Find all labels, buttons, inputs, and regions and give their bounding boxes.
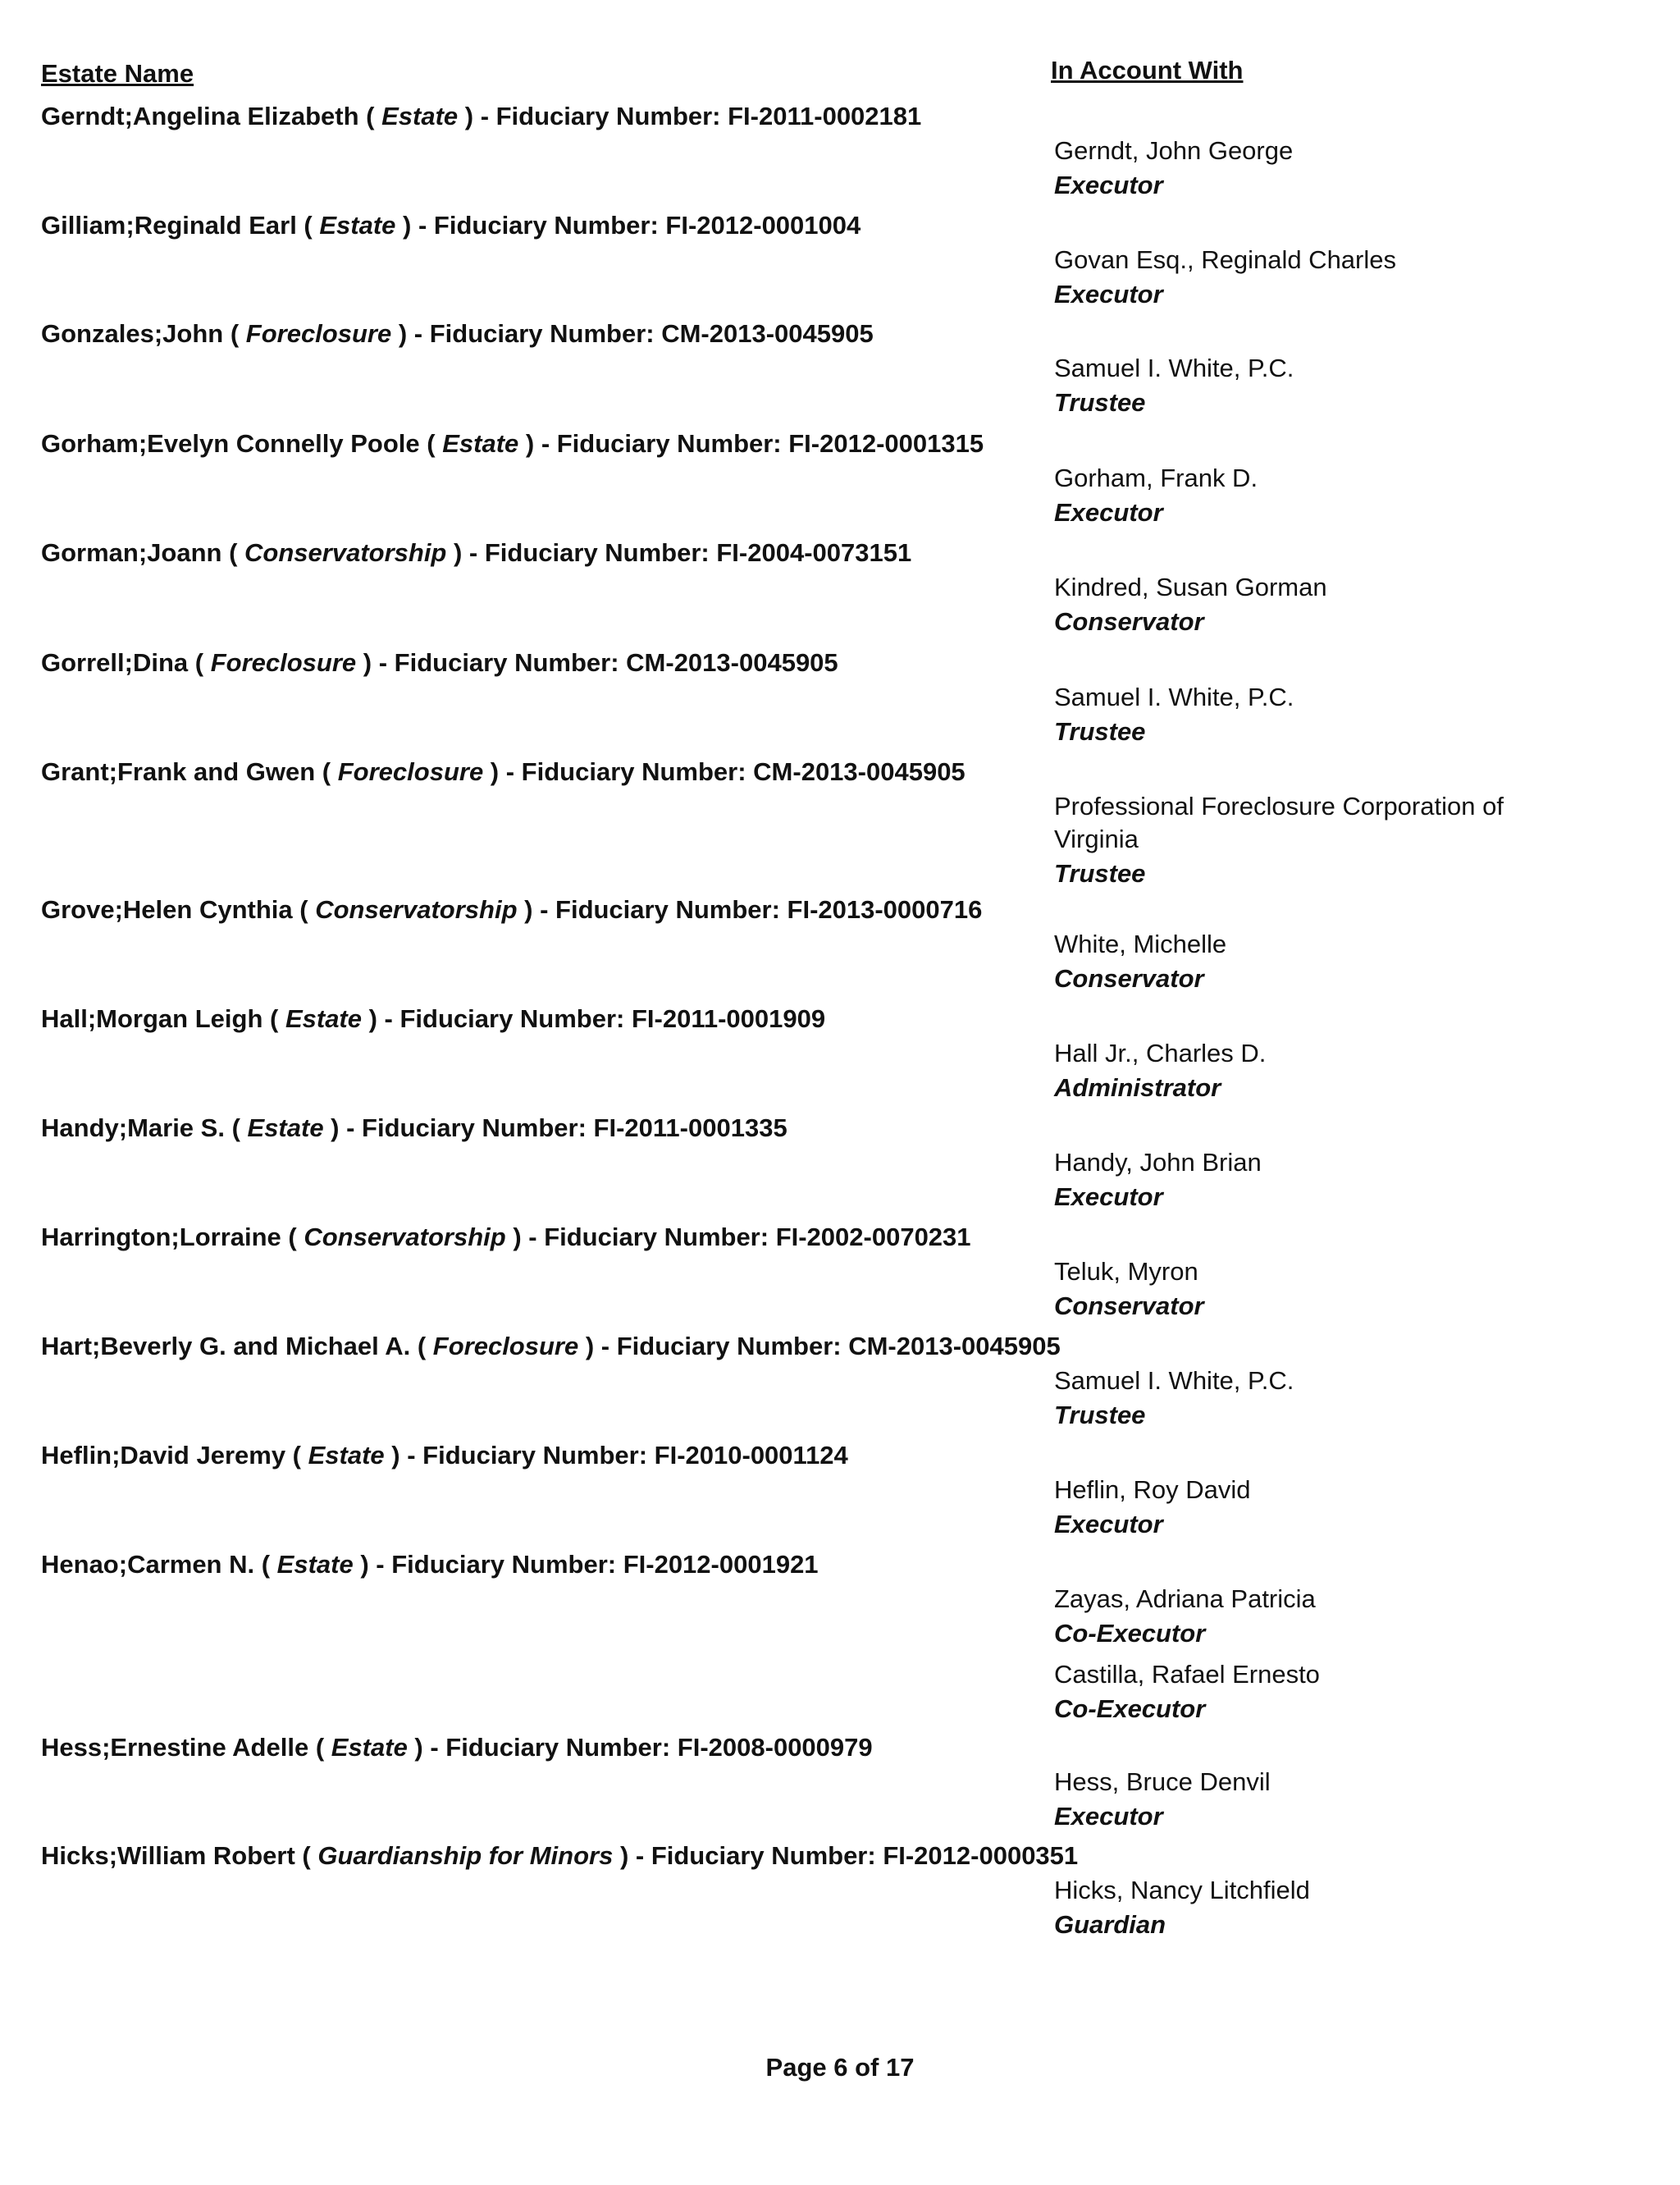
estate-name: Hall;Morgan Leigh [41,1004,263,1033]
fiduciary-number: CM-2013-0045905 [626,648,838,677]
estate-name: Heflin;David Jeremy [41,1441,286,1470]
party-name: Govan Esq., Reginald Charles [1054,245,1397,274]
party-role: Conservator [1054,964,1204,993]
fiduciary-number: CM-2013-0045905 [753,757,966,786]
party-name: Samuel I. White, P.C. [1054,683,1294,711]
fiduciary-number: FI-2012-0000351 [883,1841,1079,1870]
party-role: Trustee [1054,859,1146,888]
account-parties [1054,135,1563,210]
account-parties [1054,571,1563,647]
party-name: Gorham, Frank D. [1054,464,1258,492]
estate-type: Estate [285,1004,362,1033]
estate-line: Gilliam;Reginald Earl ( Estate ) - Fiduciary Number: FI-2012-0001004 [41,211,861,240]
party [1054,1766,1563,1835]
account-parties [1054,1874,1563,1950]
estate-name: Gerndt;Angelina Elizabeth [41,102,359,130]
estate-name-header: Estate Name [41,59,194,88]
party-role: Guardian [1054,1910,1166,1939]
fiduciary-number: FI-2012-0001921 [623,1550,819,1579]
estate-name: Grant;Frank and Gwen [41,757,316,786]
estate-line: Handy;Marie S. ( Estate ) - Fiduciary Number: FI-2011-0001335 [41,1113,788,1142]
party [1054,571,1563,640]
party-name: Zayas, Adriana Patricia [1054,1584,1316,1613]
estate-type: Foreclosure [432,1332,579,1360]
estate-type: Foreclosure [210,648,357,677]
party-name: Hicks, Nancy Litchfield [1054,1876,1310,1904]
account-parties [1054,1255,1563,1331]
estate-line: Hall;Morgan Leigh ( Estate ) - Fiduciary Number: FI-2011-0001909 [41,1004,826,1033]
estate-line: Hess;Ernestine Adelle ( Estate ) - Fiduciary Number: FI-2008-0000979 [41,1733,873,1762]
estate-name: Gilliam;Reginald Earl [41,211,297,240]
party [1054,352,1563,421]
account-parties [1054,1766,1563,1841]
fiduciary-number: FI-2004-0073151 [716,538,912,567]
estate-type: Conservatorship [304,1223,506,1251]
party-name: Heflin, Roy David [1054,1475,1251,1504]
party-role: Co-Executor [1054,1694,1206,1723]
fiduciary-number: CM-2013-0045905 [661,319,874,348]
fiduciary-number: FI-2012-0001004 [665,211,861,240]
account-parties [1054,928,1563,1003]
estate-type: Estate [319,211,396,240]
estate-type: Estate [247,1113,324,1142]
estate-name: Handy;Marie S. [41,1113,225,1142]
party-role: Conservator [1054,607,1204,636]
account-parties [1054,1474,1563,1549]
party-role: Executor [1054,498,1163,527]
estate-name: Henao;Carmen N. [41,1550,255,1579]
estate-type: Estate [331,1733,408,1762]
estate-name: Gorrell;Dina [41,648,189,677]
party-role: Executor [1054,1802,1163,1831]
in-account-with-header: In Account With [1051,56,1244,85]
estate-type: Guardianship for Minors [317,1841,614,1870]
estate-type: Foreclosure [337,757,484,786]
account-parties [1054,462,1563,537]
fiduciary-number: FI-2008-0000979 [677,1733,873,1762]
estate-line: Heflin;David Jeremy ( Estate ) - Fiduciary Number: FI-2010-0001124 [41,1441,848,1470]
estate-name: Gonzales;John [41,319,224,348]
fiduciary-number: FI-2011-0002181 [728,102,922,130]
account-parties [1054,1037,1563,1113]
party-name: Hess, Bruce Denvil [1054,1767,1271,1796]
estate-line: Gerndt;Angelina Elizabeth ( Estate ) - Fiduciary Number: FI-2011-0002181 [41,102,922,130]
party [1054,1037,1563,1106]
party [1054,1255,1563,1324]
party-name: Gerndt, John George [1054,136,1294,165]
party-role: Executor [1054,280,1163,309]
estate-line: Henao;Carmen N. ( Estate ) - Fiduciary Number: FI-2012-0001921 [41,1550,819,1579]
party [1054,681,1563,750]
account-parties [1054,244,1563,319]
estate-line: Hicks;William Robert ( Guardianship for Minors ) - Fiduciary Number: FI-2012-0000351 [41,1841,1079,1870]
party [1054,1146,1563,1215]
account-parties [1054,681,1563,757]
page-number: Page 6 of 17 [765,2053,915,2082]
party-name: Teluk, Myron [1054,1257,1198,1286]
estate-type: Conservatorship [315,895,518,924]
estate-line: Gorman;Joann ( Conservatorship ) - Fiduciary Number: FI-2004-0073151 [41,538,912,567]
estate-name: Gorham;Evelyn Connelly Poole [41,429,420,458]
party [1054,244,1563,313]
party-name: Handy, John Brian [1054,1148,1262,1177]
party-name: Kindred, Susan Gorman [1054,573,1327,601]
party-name: Samuel I. White, P.C. [1054,354,1294,382]
estate-line: Harrington;Lorraine ( Conservatorship ) - Fiduciary Number: FI-2002-0070231 [41,1223,971,1251]
party-role: Trustee [1054,717,1146,746]
party-name: White, Michelle [1054,930,1227,958]
estate-type: Estate [276,1550,354,1579]
fiduciary-number: CM-2013-0045905 [848,1332,1061,1360]
party-role: Trustee [1054,388,1146,417]
party-role: Co-Executor [1054,1619,1206,1648]
account-parties [1054,1583,1563,1734]
estate-name: Hicks;William Robert [41,1841,295,1870]
estate-name: Hess;Ernestine Adelle [41,1733,309,1762]
fiduciary-number: FI-2013-0000716 [787,895,983,924]
fiduciary-number: FI-2010-0001124 [654,1441,848,1470]
party [1054,1583,1563,1652]
account-parties [1054,1146,1563,1222]
estate-type: Foreclosure [245,319,392,348]
fiduciary-number: FI-2002-0070231 [775,1223,971,1251]
party-name: Samuel I. White, P.C. [1054,1366,1294,1395]
account-parties [1054,1364,1563,1440]
estate-name: Hart;Beverly G. and Michael A. [41,1332,411,1360]
party [1054,462,1563,531]
estate-type: Estate [308,1441,385,1470]
estate-line: Hart;Beverly G. and Michael A. ( Foreclosure ) - Fiduciary Number: CM-2013-0045905 [41,1332,1061,1360]
party-name: Hall Jr., Charles D. [1054,1039,1267,1067]
account-parties [1054,790,1563,898]
party [1054,1474,1563,1543]
party-role: Executor [1054,171,1163,199]
estate-line: Grant;Frank and Gwen ( Foreclosure ) - Fiduciary Number: CM-2013-0045905 [41,757,966,786]
fiduciary-number: FI-2012-0001315 [788,429,984,458]
estate-line: Grove;Helen Cynthia ( Conservatorship ) - Fiduciary Number: FI-2013-0000716 [41,895,983,924]
party-role: Executor [1054,1182,1163,1211]
estate-name: Grove;Helen Cynthia [41,895,293,924]
party [1054,1364,1563,1433]
account-parties [1054,352,1563,427]
estate-type: Estate [381,102,459,130]
party [1054,790,1563,892]
estate-type: Conservatorship [244,538,447,567]
party-name: Professional Foreclosure Corporation of Virginia [1054,792,1504,853]
party-role: Conservator [1054,1291,1204,1320]
estate-line: Gonzales;John ( Foreclosure ) - Fiduciary Number: CM-2013-0045905 [41,319,874,348]
party-role: Administrator [1054,1073,1221,1102]
estate-line: Gorrell;Dina ( Foreclosure ) - Fiduciary Number: CM-2013-0045905 [41,648,838,677]
estate-type: Estate [442,429,519,458]
estate-line: Gorham;Evelyn Connelly Poole ( Estate ) - Fiduciary Number: FI-2012-0001315 [41,429,984,458]
party [1054,1874,1563,1943]
party [1054,1658,1563,1727]
party-role: Trustee [1054,1401,1146,1429]
party [1054,928,1563,997]
party [1054,135,1563,203]
party-role: Executor [1054,1510,1163,1538]
fiduciary-number: FI-2011-0001909 [631,1004,826,1033]
estate-name: Gorman;Joann [41,538,222,567]
fiduciary-number: FI-2011-0001335 [593,1113,788,1142]
estate-name: Harrington;Lorraine [41,1223,281,1251]
party-name: Castilla, Rafael Ernesto [1054,1660,1320,1689]
